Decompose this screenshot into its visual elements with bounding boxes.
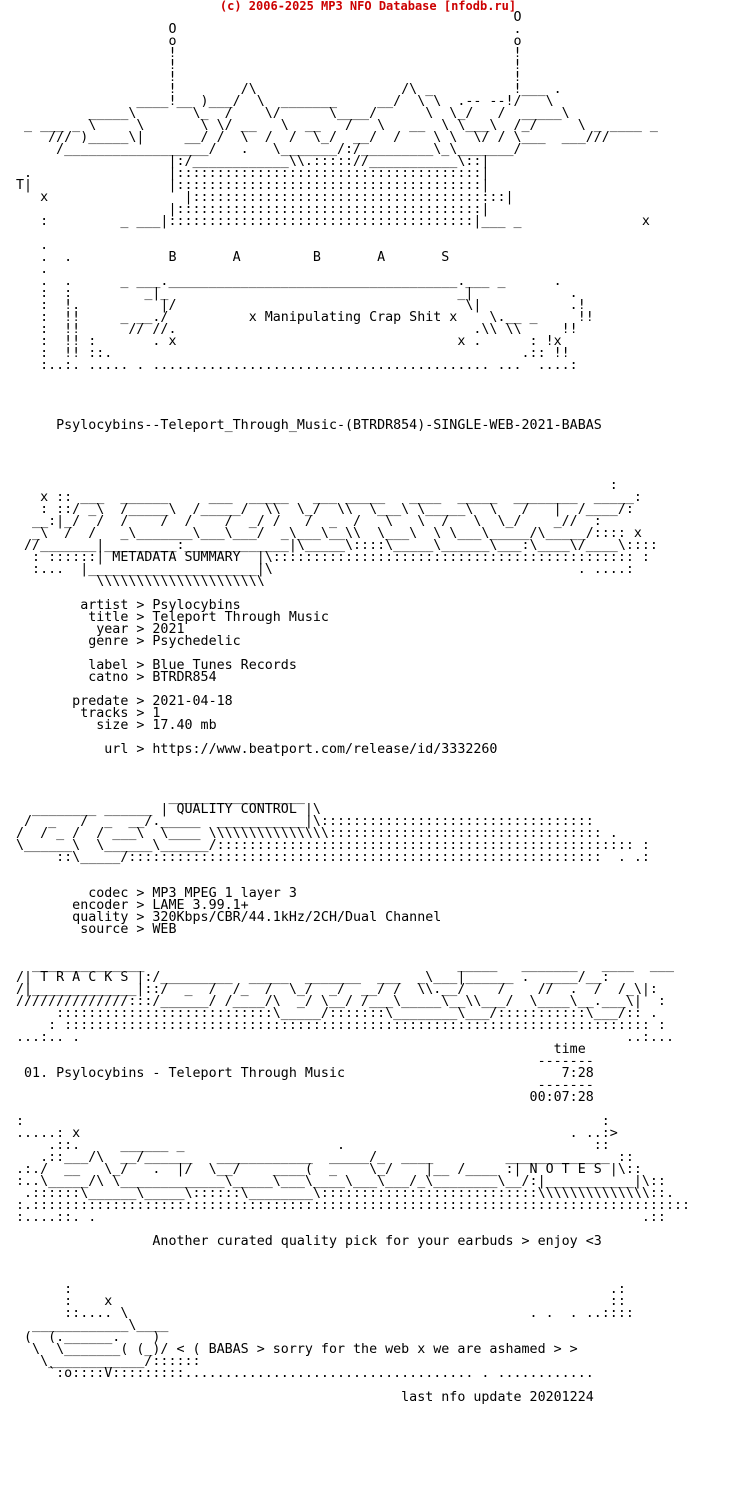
nfo-line: : !! : . x x . : !x <box>16 334 562 349</box>
nfo-line: x :: ___ ______ ___ _____ ___ _____ ____ _____ ________ _____: <box>16 490 642 505</box>
nfo-line <box>16 1248 690 1260</box>
nfo-line: artist > Psylocybins <box>16 598 241 613</box>
nfo-line <box>16 936 690 948</box>
nfo-line: . <box>16 238 49 253</box>
nfo-line: time <box>16 1042 586 1057</box>
nfo-line: ------- <box>16 1054 594 1069</box>
nfo-line: source > WEB <box>16 922 177 937</box>
nfo-line <box>16 864 690 876</box>
nfo-line: .::. ______ _ . :: <box>16 1138 610 1153</box>
nfo-line: \ \_______( (_)/ < ( BABAS > sorry for the web x we are ashamed > > <box>16 1342 578 1357</box>
nfo-line <box>16 228 690 240</box>
nfo-line: : !. |/ \| .! <box>16 298 586 313</box>
nfo-line: \____________/:::::: <box>16 1354 201 1369</box>
nfo-line: |:/____________\\.::::://___________\::| <box>16 154 490 169</box>
nfo-line: : !! _ __./ x Manipulating Crap Shit x \.__ _ !! <box>16 310 594 325</box>
nfo-line <box>16 756 690 768</box>
nfo-line: : <box>16 478 618 493</box>
nfo-line: : !! // //. .\\ \\ !! <box>16 322 578 337</box>
nfo-line: 01. Psylocybins - Teleport Through Music 7:28 <box>16 1066 594 1081</box>
nfo-line: _________________ <box>16 790 305 805</box>
nfo-line: //_______|_________:_____________|\_____\::::\_____\______\___:\____\/____\:::: <box>16 538 658 553</box>
nfo-line: o o <box>16 34 522 49</box>
nfo-line: .::::::\______\_____\::::::\________\:::::::::::::::::::::::::::\\\\\\\\\\\\\\::. <box>16 1186 674 1201</box>
nfo-line: : : _|_ _| . <box>16 286 578 301</box>
nfo-line: /| T R A C K S |:/_________ _____ _______ ___ _\___|______ . ____/__: <box>16 970 610 985</box>
nfo-line: label > Blue Tunes Records <box>16 658 297 673</box>
nfo-line: x |:::::::::::::::::::::::::::::::::::::::| <box>16 190 514 205</box>
nfo-line: / _ / _ __/._____ ___________|\:::::::::::::::::::::::::::::::::: <box>16 814 594 829</box>
nfo-line: ! /\ /\ _ !___ . <box>16 82 562 97</box>
nfo-line <box>16 372 690 384</box>
nfo-line: last nfo update 20201224 <box>16 1390 594 1405</box>
nfo-line <box>16 1260 690 1272</box>
nfo-line: O . <box>16 22 522 37</box>
nfo-line: 00:07:28 <box>16 1090 594 1105</box>
nfo-line: ____!__ )___/ \ _______ __/ \ \ .-- --!/ \ <box>16 94 554 109</box>
nfo-line: : x :: <box>16 1294 626 1309</box>
nfo-line: : ::::::| METADATA SUMMARY |\::::::::::::::::::::::::::::::::::::::::::::: : <box>16 550 650 565</box>
nfo-line: : ::::::::::::::::::::::::::::::::::::::::::::::::::::::::::::::::::::::::: : <box>16 1018 666 1033</box>
nfo-line: .:./ __ \_/ . |/ \__/ ____( _ \_/ |__ /____ :| N O T E S |\:: <box>16 1162 642 1177</box>
nfo-line: ______________ _____ _______ ____ ___ <box>16 958 674 973</box>
nfo-line: predate > 2021-04-18 <box>16 694 233 709</box>
nfo-line: T| |::::::::::::::::::::::::::::::::::::::| <box>16 178 490 193</box>
nfo-line: ::.... \ . . . ..:::: <box>16 1306 634 1321</box>
nfo-line: :..:. ..... . .......................................... ... ....: <box>16 358 578 373</box>
nfo-line: /|_____________|::/ _ / /_ / \_/ _/ __/ / \\.__/ / // . / /_\|: <box>16 982 658 997</box>
nfo-line: : : <box>16 1114 610 1129</box>
nfo-line: :..\_____/\ \_____________\_____\___\____\___\___/_\________\__/:|___________|\:: <box>16 1174 666 1189</box>
nfo-line: . <box>16 262 49 277</box>
nfo-line <box>16 444 690 456</box>
nfo-line: ...:.. . ..:... <box>16 1030 674 1045</box>
nfo-line: : .: <box>16 1282 626 1297</box>
nfo-line: . . B A B A S <box>16 250 450 265</box>
nfo-line: |::::::::::::::::::::::::::::::::::::::| <box>16 202 490 217</box>
nfo-line: :::::::::::::::::::::::::::\_____/:::::::\________\___/:::::::::::\___/:: . <box>16 1006 658 1021</box>
nfo-line: . |::::::::::::::::::::::::::::::::::::::| <box>16 166 490 181</box>
nfo-line: title > Teleport Through Music <box>16 610 329 625</box>
nfo-line: ::\_____/::::::::::::::::::::::::::::::::::::::::::::::::::::::::::: . .: <box>16 850 650 865</box>
nfo-line: _\ / / _\_______\___\___/ _\___\__\\ \___\ \ \___\_____/\_____/:::: x <box>16 526 642 541</box>
nfo-line: //////////////:::/______/ /____/\ _/ \__/ /___\_____\__\\___/ \____\__.___\| : <box>16 994 666 1009</box>
nfo-line: O <box>16 10 522 25</box>
nfo-line: quality > 320Kbps/CBR/44.1kHz/2CH/Dual Channel <box>16 910 442 925</box>
nfo-line: /// )_____\| __/ / \ / / \_/ __/ / \ \ \/ / \___ ___/// <box>16 130 610 145</box>
nfo-line: ------- <box>16 1078 594 1093</box>
nfo-line: : _ ___|::::::::::::::::::::::::::::::::::::::|___ _ x <box>16 214 650 229</box>
nfo-line <box>16 456 690 468</box>
nfo-line: genre > Psychedelic <box>16 634 241 649</box>
nfo-line: : !! ::. .:: !! <box>16 346 570 361</box>
nfo-line: ! ! <box>16 46 522 61</box>
nfo-line: / / _ / / ___\ \____ \\\\\\\\\\\\\\\:::::::::::::::::::::::::::::::::: . <box>16 826 618 841</box>
nfo-line: ____________\____ <box>16 1318 169 1333</box>
nfo-line: Another curated quality pick for your earbuds > enjoy <3 <box>16 1234 602 1249</box>
nfo-line: : ::/ _\ /_____\ /_____/ \\ \_/ \\ \___\ \_____\ \ / | /____/: <box>16 502 634 517</box>
nfo-line <box>16 768 690 780</box>
nfo-line: year > 2021 <box>16 622 185 637</box>
nfo-line: url > https://www.beatport.com/release/id/3332260 <box>16 742 498 757</box>
nfo-line <box>16 432 690 444</box>
nfo-line: .::___/\ __/______ ____________ _____/_ ____ _____________ :: <box>16 1150 634 1165</box>
nfo-line: :.:::::::::::::::::::::::::::::::::::::::::::::::::::::::::::::::::::::::::::::::::: <box>16 1198 691 1213</box>
nfo-line: size > 17.40 mb <box>16 718 217 733</box>
nfo-line: :....::. . .:: <box>16 1210 666 1225</box>
nfo-line: _ ___ _ \ \ \ \/ __ \ __ / \ __ \ \___\ /_/ \ _ ____ _ <box>16 118 658 133</box>
nfo-line: :... |_____________________|\ . ....: <box>16 562 634 577</box>
nfo-line: ( (.______. ) <box>16 1330 161 1345</box>
nfo-line: _____\ \_ / \/ \____/ \ \_/ / _____\ <box>16 106 570 121</box>
nfo-line: catno > BTRDR854 <box>16 670 217 685</box>
nfo-line: .....: x . ..:> <box>16 1126 618 1141</box>
nfodb-copyright-header: (c) 2006-2025 MP3 NFO Database [nfodb.ru] <box>219 0 517 13</box>
nfo-line: \\\\\\\\\\\\\\\\\\\\\ <box>16 574 265 589</box>
nfo-line <box>16 396 690 408</box>
nfo-line: codec > MP3 MPEG 1 layer 3 <box>16 886 297 901</box>
nfo-line: . . _ ___.____________________________________.___ _ . <box>16 274 562 289</box>
nfo-line: ! ! <box>16 58 522 73</box>
nfo-line: encoder > LAME 3.99.1+ <box>16 898 249 913</box>
nfo-ascii-art-body <box>16 12 690 1404</box>
nfo-line: ________ ______ | QUALITY CONTROL |\ <box>16 802 321 817</box>
nfo-line <box>16 384 690 396</box>
nfo-line: `:o::::V:::::::::.................................... . ............ <box>16 1366 594 1381</box>
nfo-line: __:|_/ / / / / / _/ / / _ / \ \ / \ \_/ _// : <box>16 514 602 529</box>
nfo-line: /__________________/ . \_______/:/_________\_\_______/ <box>16 142 522 157</box>
nfo-line: ! ! <box>16 70 522 85</box>
nfo-line: Psylocybins--Teleport_Through_Music-(BTRDR854)-SINGLE-WEB-2021-BABAS <box>16 418 602 433</box>
nfo-line: tracks > 1 <box>16 706 161 721</box>
nfo-line: \______\ \______\______/:::::::::::::::::::::::::::::::::::::::::::::::::::: : <box>16 838 650 853</box>
